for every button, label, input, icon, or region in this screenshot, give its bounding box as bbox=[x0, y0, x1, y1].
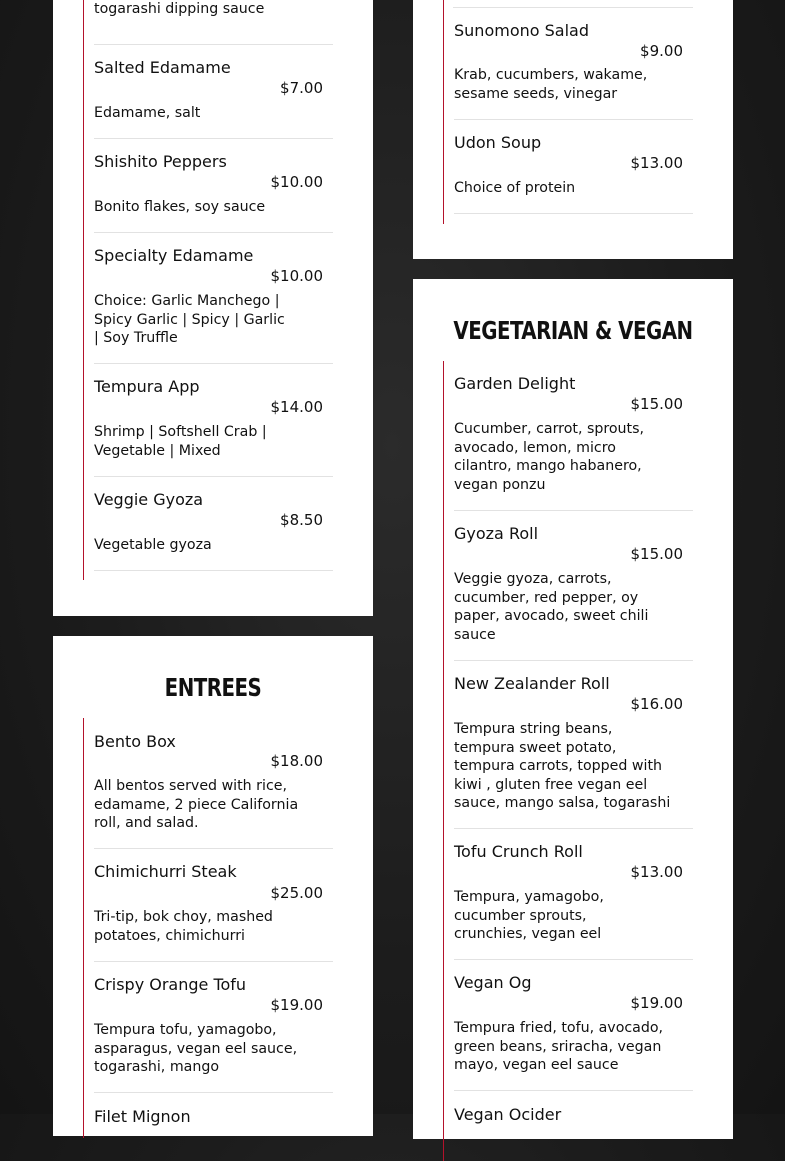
appetizers-card bbox=[53, 0, 373, 616]
item-name: Crispy Orange Tofu bbox=[94, 975, 247, 994]
menu-item bbox=[454, 8, 693, 120]
section-title: ENTREES bbox=[164, 674, 262, 703]
item-description: Veggie gyoza, carrots, cucumber, red pepper, oy paper, avocado, sweet chili sauce bbox=[454, 571, 649, 643]
menu-item bbox=[454, 0, 693, 8]
menu-item bbox=[454, 960, 693, 1091]
vegetarian-vegan-card bbox=[413, 279, 733, 1139]
item-name: Vegan Og bbox=[454, 973, 532, 992]
item-description: All bentos served with rice, edamame, 2 piece California roll, and salad. bbox=[94, 778, 299, 832]
item-description: Krab, cucumbers, wakame, sesame seeds, vinegar bbox=[454, 67, 648, 102]
item-description: Choice of protein bbox=[454, 180, 576, 196]
menu-item bbox=[454, 1091, 693, 1151]
item-description: Tempura, yamagobo, cucumber sprouts, crunchies, vegan eel bbox=[454, 889, 604, 943]
menu-item bbox=[94, 1093, 333, 1153]
entrees-list bbox=[83, 718, 333, 1138]
section-title: VEGETARIAN & VEGAN bbox=[453, 317, 693, 346]
item-price: $10.00 bbox=[270, 173, 323, 191]
item-price: $8.50 bbox=[280, 511, 323, 529]
appetizers-list bbox=[83, 0, 333, 580]
menu-item bbox=[94, 477, 333, 571]
salads-list bbox=[443, 0, 693, 224]
item-name: Gyoza Roll bbox=[454, 524, 539, 543]
salads-card bbox=[413, 0, 733, 259]
item-price: $7.00 bbox=[280, 79, 323, 97]
item-price: $9.00 bbox=[640, 42, 683, 60]
item-price: $15.00 bbox=[630, 395, 683, 413]
menu-item bbox=[94, 718, 333, 849]
item-name: Veggie Gyoza bbox=[94, 490, 204, 509]
item-name: Specialty Edamame bbox=[94, 246, 254, 265]
item-description: Tri-tip, bok choy, mashed potatoes, chimichurri bbox=[94, 909, 273, 944]
item-name: Sunomono Salad bbox=[454, 21, 589, 40]
item-name: Salted Edamame bbox=[94, 58, 231, 77]
item-name: New Zealander Roll bbox=[454, 674, 610, 693]
menu-item bbox=[454, 511, 693, 661]
item-description: Choice: Garlic Manchego | Spicy Garlic | Spicy | Garlic | Soy Truffle bbox=[94, 293, 285, 347]
menu-item bbox=[454, 361, 693, 511]
item-description: Tempura tofu, yamagobo, asparagus, vegan eel sauce, togarashi, mango bbox=[94, 1022, 298, 1076]
menu-item bbox=[94, 0, 333, 45]
item-name: Chimichurri Steak bbox=[94, 862, 237, 881]
item-name: Bento Box bbox=[94, 732, 176, 751]
item-name: Vegan Ocider bbox=[454, 1105, 562, 1124]
item-description: togarashi dipping sauce bbox=[94, 1, 265, 17]
item-name: Udon Soup bbox=[454, 133, 542, 152]
item-price: $10.00 bbox=[270, 267, 323, 285]
item-description: Edamame, salt bbox=[94, 105, 201, 121]
item-name: Filet Mignon bbox=[94, 1107, 191, 1126]
item-price: $13.00 bbox=[630, 863, 683, 881]
menu-item bbox=[454, 661, 693, 829]
item-name: Shishito Peppers bbox=[94, 152, 227, 171]
item-name: Garden Delight bbox=[454, 374, 576, 393]
item-price: $19.00 bbox=[630, 994, 683, 1012]
item-description: Tempura fried, tofu, avocado, green beans, sriracha, vegan mayo, vegan eel sauce bbox=[454, 1020, 664, 1074]
item-price: $25.00 bbox=[270, 884, 323, 902]
entrees-card bbox=[53, 636, 373, 1136]
menu-item bbox=[454, 120, 693, 214]
item-price: $14.00 bbox=[270, 398, 323, 416]
item-description: Cucumber, carrot, sprouts, avocado, lemon, micro cilantro, mango habanero, vegan ponzu bbox=[454, 421, 645, 493]
item-price: $16.00 bbox=[630, 695, 683, 713]
menu-item bbox=[94, 45, 333, 139]
item-price: $13.00 bbox=[630, 154, 683, 172]
menu-item bbox=[94, 139, 333, 233]
item-description: Bonito flakes, soy sauce bbox=[94, 199, 266, 215]
menu-item bbox=[454, 829, 693, 960]
item-description: Vegetable gyoza bbox=[94, 537, 212, 553]
item-name: Tempura App bbox=[94, 377, 200, 396]
menu-item bbox=[94, 962, 333, 1093]
menu-item bbox=[94, 849, 333, 962]
item-description: Shrimp | Softshell Crab | Vegetable | Mixed bbox=[94, 424, 267, 459]
menu-item bbox=[94, 233, 333, 364]
item-description: Tempura string beans, tempura sweet potato, tempura carrots, topped with kiwi , gluten free vegan eel sauce, mango salsa, togarashi bbox=[454, 721, 671, 812]
item-price: $15.00 bbox=[630, 545, 683, 563]
vegetarian-list bbox=[443, 361, 693, 1161]
item-name: Tofu Crunch Roll bbox=[454, 842, 583, 861]
item-price: $18.00 bbox=[270, 752, 323, 770]
menu-item bbox=[94, 364, 333, 477]
item-price: $19.00 bbox=[270, 996, 323, 1014]
